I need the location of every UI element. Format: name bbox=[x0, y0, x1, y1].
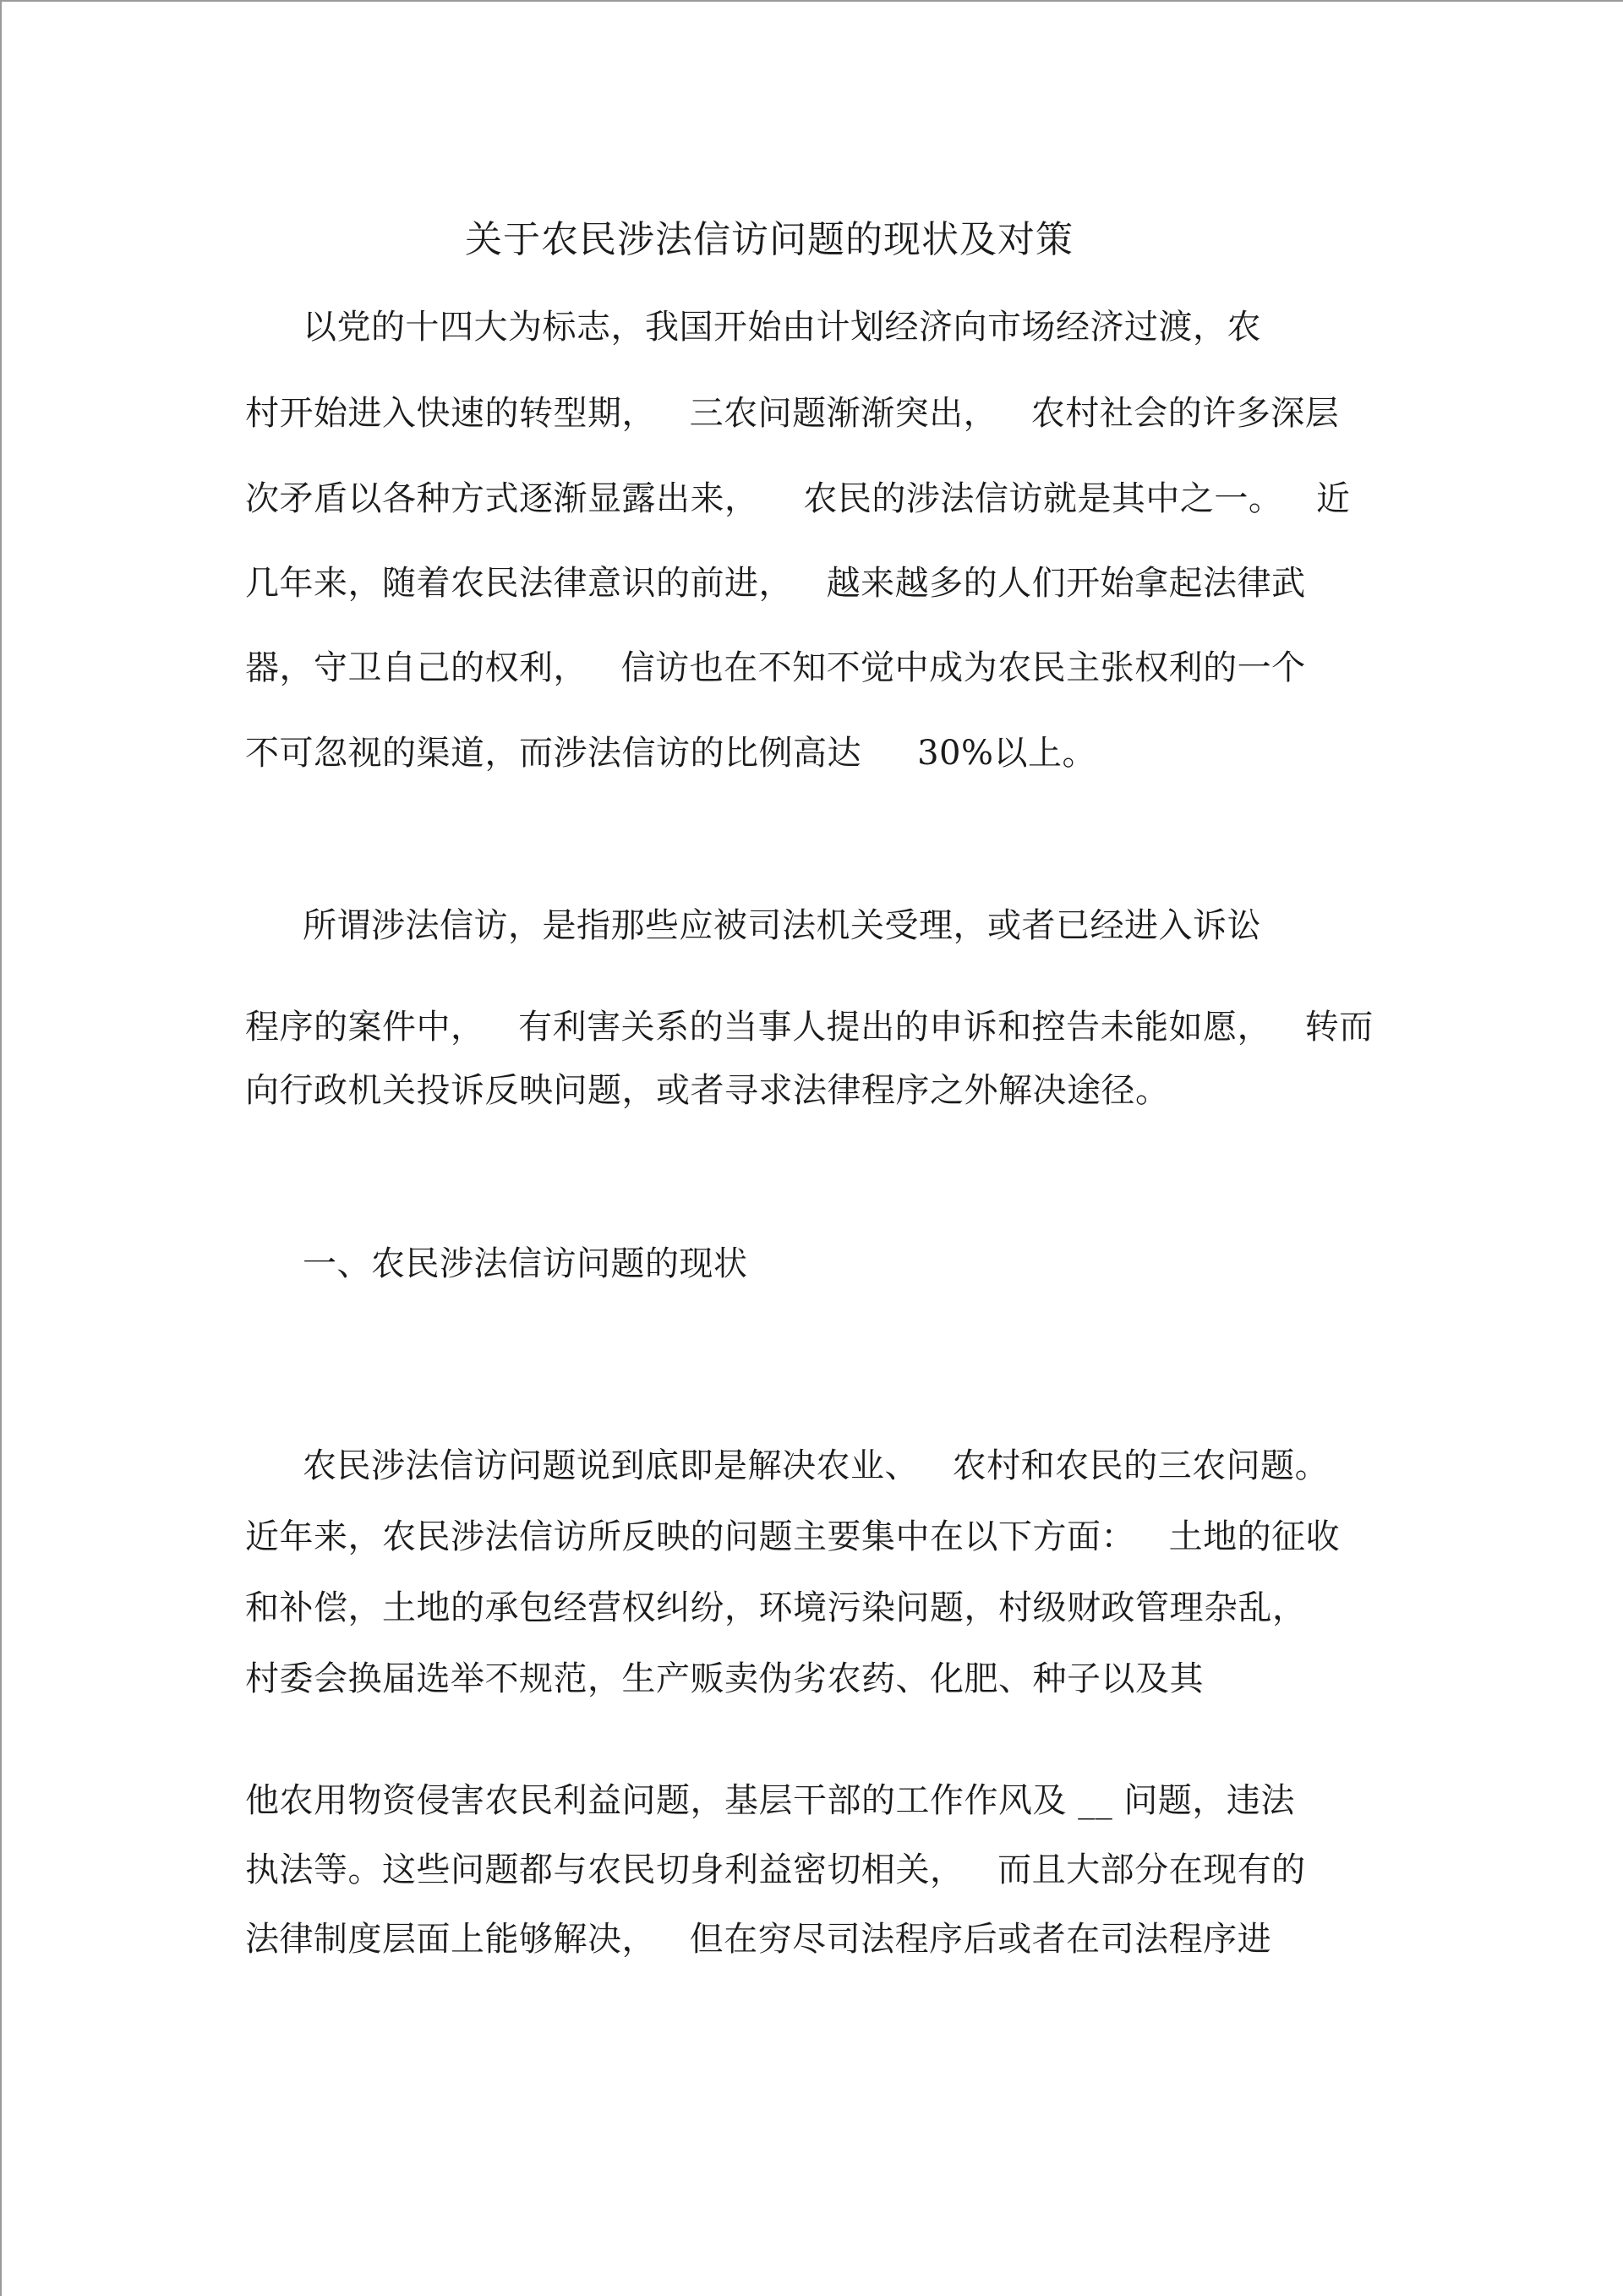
text-line-3: 次矛盾以各种方式逐渐显露出来， 农民的涉法信访就是其中之一。 近 bbox=[245, 479, 1351, 518]
text-line-15: 他农用物资侵害农民利益问题，基层干部的工作作风及 __ 问题，违法 bbox=[245, 1781, 1295, 1820]
text-line-17: 法律制度层面上能够解决， 但在穷尽司法程序后或者在司法程序进 bbox=[245, 1920, 1272, 1959]
text-line-4: 几年来，随着农民法律意识的前进， 越来越多的人们开始拿起法律武 bbox=[245, 564, 1306, 603]
text-line-5: 器，守卫自己的权利， 信访也在不知不觉中成为农民主张权利的一个 bbox=[245, 648, 1306, 687]
text-line-8: 程序的案件中， 有利害关系的当事人提出的申诉和控告未能如愿， 转而 bbox=[245, 1008, 1374, 1047]
text-line-11: 农民涉法信访问题说到底即是解决农业、 农村和农民的三农问题。 bbox=[303, 1446, 1330, 1485]
text-line-14: 村委会换届选举不规范，生产贩卖伪劣农药、化肥、种子以及其 bbox=[245, 1659, 1204, 1698]
document-title: 关于农民涉法信访问题的现状及对策 bbox=[465, 218, 1074, 261]
text-line-16: 执法等。这些问题都与农民切身利益密切相关， 而且大部分在现有的 bbox=[245, 1850, 1306, 1889]
text-line-13: 和补偿，土地的承包经营权纠纷，环境污染问题，村级财政管理杂乱， bbox=[245, 1588, 1307, 1627]
text-line-2: 村开始进入快速的转型期， 三农问题渐渐突出， 农村社会的许多深层 bbox=[245, 394, 1340, 433]
text-line-12: 近年来，农民涉法信访所反映的问题主要集中在以下方面： 土地的征收 bbox=[245, 1517, 1341, 1556]
text-line-1: 以党的十四大为标志，我国开始由计划经济向市场经济过渡，农 bbox=[303, 308, 1261, 347]
text-line-6: 不可忽视的渠道，而涉法信访的比例高达 30%以上。 bbox=[245, 734, 1096, 773]
text-line-7: 所谓涉法信访，是指那些应被司法机关受理，或者已经进入诉讼 bbox=[303, 906, 1261, 945]
section-heading: 一、农民涉法信访问题的现状 bbox=[303, 1244, 748, 1283]
text-line-9: 向行政机关投诉反映问题，或者寻求法律程序之外解决途径。 bbox=[245, 1071, 1170, 1110]
